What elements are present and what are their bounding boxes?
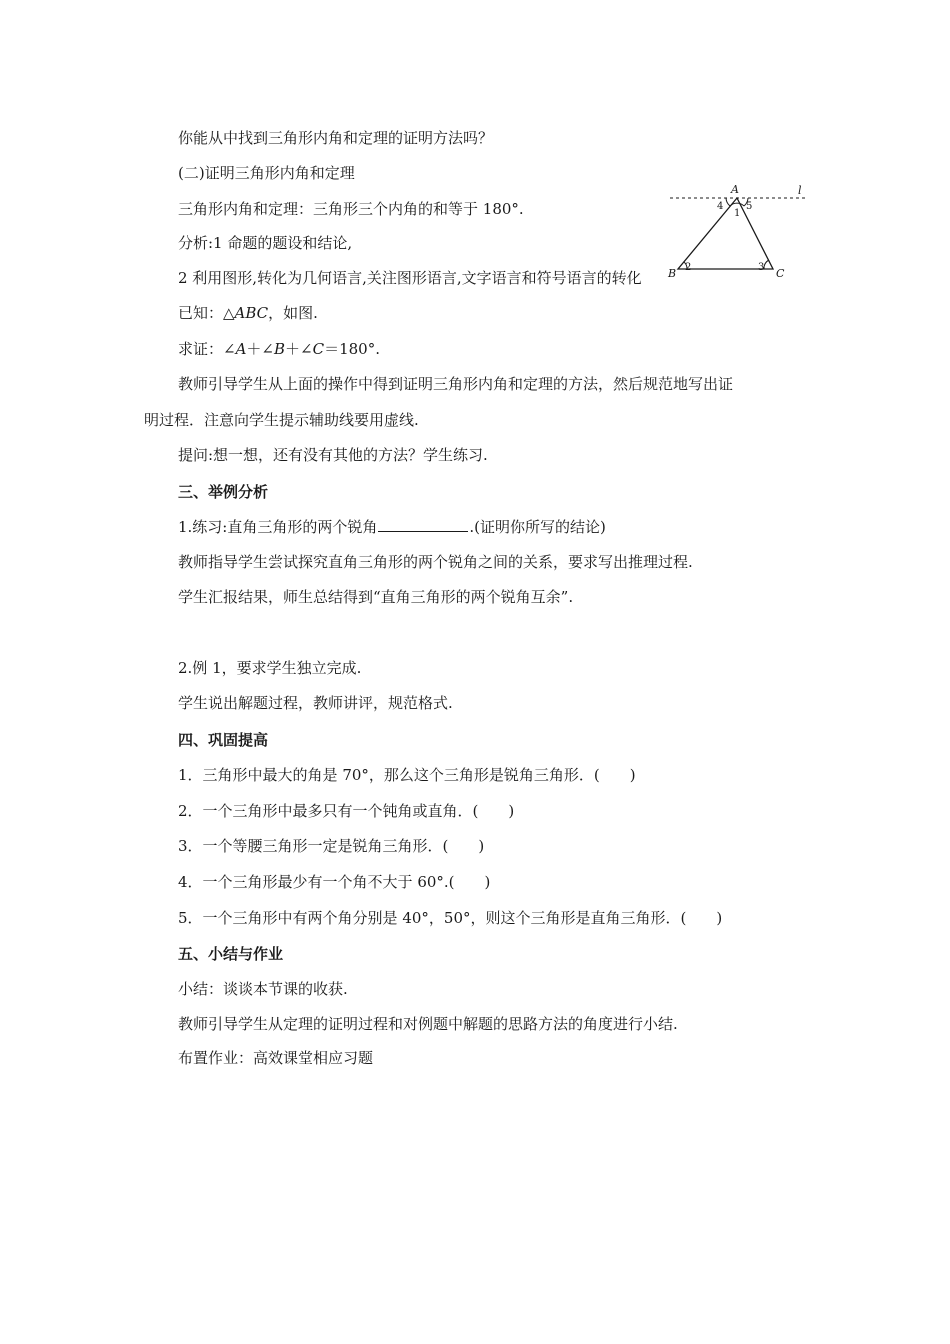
angle-label-4: 4: [717, 201, 724, 212]
ask-line: 提问:想一想，还有没有其他的方法？学生练习.: [178, 446, 488, 464]
section-4-heading: 四、巩固提高: [178, 731, 269, 749]
triangle-figure: [660, 180, 820, 280]
given-suffix: ，如图.: [268, 304, 318, 322]
triangle-abc: [678, 198, 773, 269]
section-3-heading: 三、举例分析: [178, 483, 269, 501]
angle-label-2: 2: [685, 262, 692, 273]
judge-item-1: 1．三角形中最大的角是 70°，那么这个三角形是锐角三角形．( ): [178, 766, 636, 784]
angle-arc-3: [764, 260, 769, 269]
vertex-label-c: C: [776, 267, 785, 280]
given-prefix: 已知：△: [178, 304, 235, 322]
prove-line: [178, 339, 380, 359]
example-2: 2.例 1，要求学生独立完成.: [178, 659, 362, 677]
angle-label-1: 1: [734, 208, 741, 219]
judge-item-3: 3．一个等腰三角形一定是锐角三角形．( ): [178, 837, 485, 855]
prove-prefix: 求证：∠: [178, 340, 236, 358]
answer-blank: [378, 517, 468, 532]
judge-item-4: 4．一个三角形最少有一个角不大于 60°.( ): [178, 873, 491, 891]
example-2-comment: 学生说出解题过程，教师讲评，规范格式.: [178, 694, 453, 712]
given-line: [178, 303, 318, 323]
prove-angle-a: A: [235, 340, 247, 358]
prove-plus-2: ＋∠: [285, 340, 313, 358]
exercise-1-guide: 教师指导学生尝试探究直角三角形的两个锐角之间的关系，要求写出推理过程.: [178, 553, 693, 571]
angle-arc-4: [726, 198, 730, 206]
prove-angle-b: B: [274, 340, 286, 358]
angle-label-3: 3: [758, 262, 765, 273]
exercise-1-prefix: 1.练习:直角三角形的两个锐角: [178, 518, 378, 536]
section-prove-heading: (二)证明三角形内角和定理: [178, 164, 355, 182]
guide-line-2: 明过程．注意向学生提示辅助线要用虚线.: [144, 411, 419, 429]
question-method: 你能从中找到三角形内角和定理的证明方法吗？: [178, 129, 494, 147]
theorem-statement: 三角形内角和定理：三角形三个内角的和等于 180°.: [178, 200, 524, 218]
prove-suffix: ＝180°.: [324, 340, 380, 358]
line-label-l: l: [798, 184, 802, 197]
prove-plus-1: ＋∠: [246, 340, 274, 358]
exercise-1-suffix: .(证明你所写的结论): [469, 518, 606, 536]
given-triangle: ABC: [234, 304, 269, 322]
analysis-line-2: 2 利用图形,转化为几何语言,关注图形语言,文字语言和符号语言的转化: [178, 269, 642, 287]
judge-item-5: 5．一个三角形中有两个角分别是 40°，50°，则这个三角形是直角三角形．( ): [178, 909, 723, 927]
summary-guide: 教师引导学生从定理的证明过程和对例题中解题的思路方法的角度进行小结.: [178, 1015, 678, 1033]
summary-line: 小结：谈谈本节课的收获.: [178, 980, 348, 998]
prove-angle-c: C: [312, 340, 325, 358]
angle-label-5: 5: [746, 201, 753, 212]
vertex-label-b: B: [668, 267, 677, 280]
section-5-heading: 五、小结与作业: [178, 945, 284, 963]
exercise-1-report: 学生汇报结果，师生总结得到“直角三角形的两个锐角互余”.: [178, 588, 574, 606]
analysis-line-1: 分析:1 命题的题设和结论,: [178, 234, 353, 252]
homework-line: 布置作业：高效课堂相应习题: [178, 1049, 374, 1067]
judge-item-2: 2．一个三角形中最多只有一个钝角或直角．( ): [178, 802, 515, 820]
guide-line-1: 教师引导学生从上面的操作中得到证明三角形内角和定理的方法，然后规范地写出证: [178, 375, 734, 393]
exercise-1: [178, 517, 606, 537]
vertex-label-a: A: [731, 183, 739, 196]
